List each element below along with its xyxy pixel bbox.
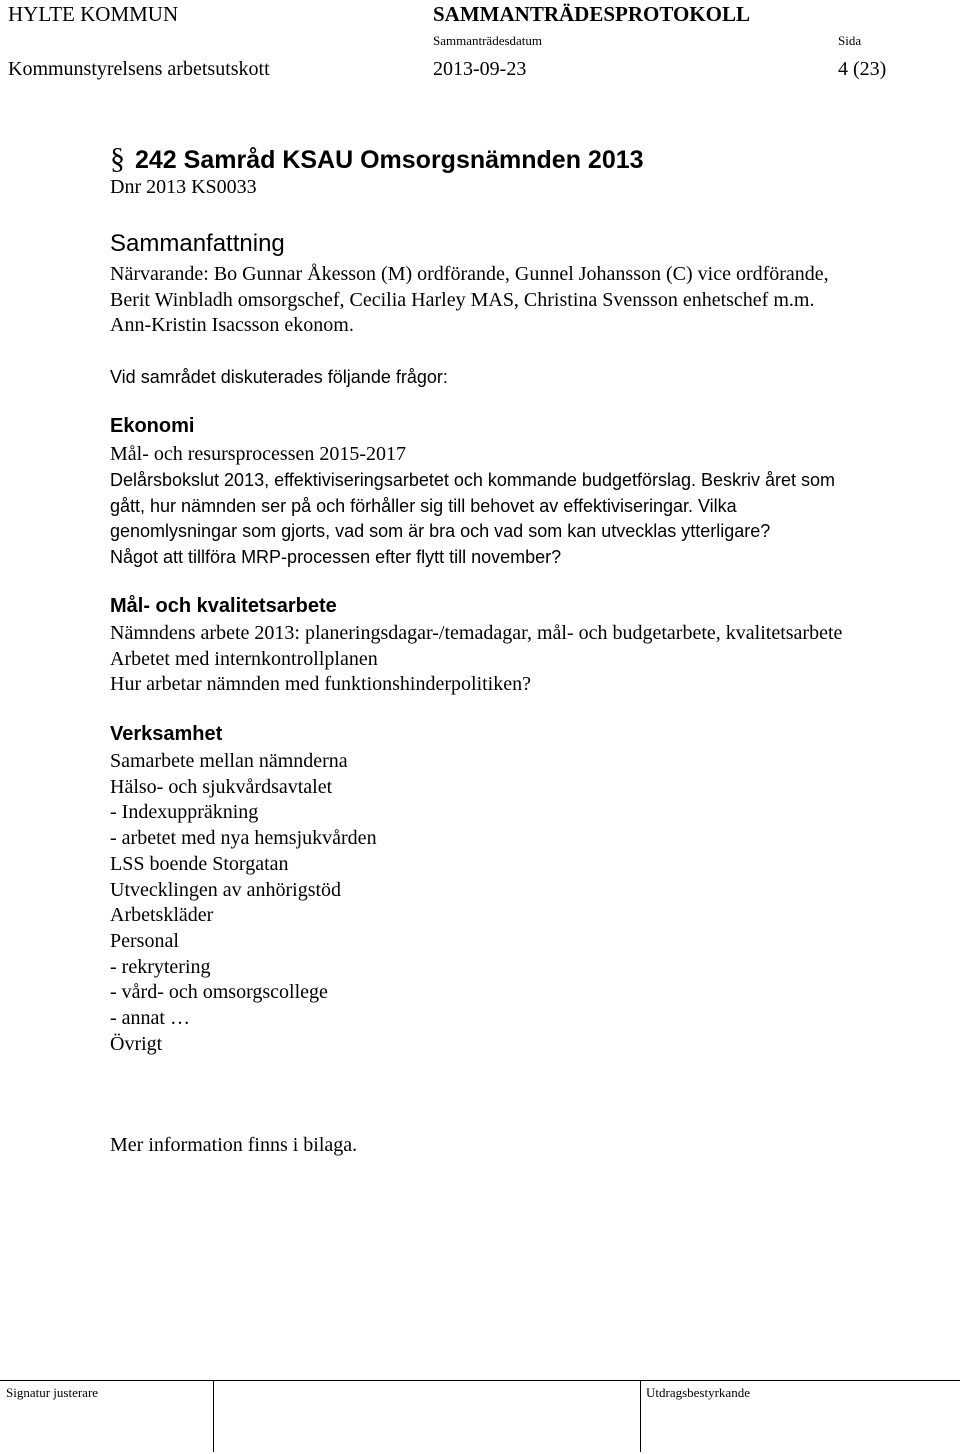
page-number: 4 (23) <box>838 58 887 80</box>
signature-label: Signatur justerare <box>6 1385 99 1400</box>
closing-note: Mer information finns i bilaga. <box>110 1134 358 1156</box>
list-item: Personal <box>110 929 179 952</box>
text-line: Delårsbokslut 2013, effektiviseringsarbetet och kommande budgetförslag. Beskriv året som <box>110 470 836 490</box>
footer-divider <box>213 1380 214 1452</box>
list-item: - arbetet med nya hemsjukvården <box>110 827 377 850</box>
list-item: - rekrytering <box>110 955 211 978</box>
list-item: - annat … <box>110 1007 190 1030</box>
present-line: Ann-Kristin Isacsson ekonom. <box>110 314 354 337</box>
date-label: Sammanträdesdatum <box>433 33 543 48</box>
page-label: Sida <box>838 33 862 48</box>
committee-name: Kommunstyrelsens arbetsutskott <box>8 58 270 80</box>
list-item: Utvecklingen av anhörigstöd <box>110 878 342 901</box>
text-line: genomlysningar som gjorts, vad som är bra och vad som kan utvecklas ytterligare? <box>110 521 771 542</box>
present-line: Berit Winbladh omsorgschef, Cecilia Harley MAS, Christina Svensson enhetschef m.m. <box>110 288 815 311</box>
ekonomi-heading: Ekonomi <box>110 415 195 437</box>
list-item: - Indexuppräkning <box>110 801 259 824</box>
ekonomi-text <box>110 468 940 571</box>
summary-heading: Sammanfattning <box>110 230 285 257</box>
list-item: LSS boende Storgatan <box>110 852 289 875</box>
intro-text: Vid samrådet diskuterades följande frågor: <box>110 367 448 387</box>
text-line: Nämndens arbete 2013: planeringsdagar-/temadagar, mål- och budgetarbete, kvalitetsarbete <box>110 622 843 644</box>
item-title: 242 Samråd KSAU Omsorgsnämnden 2013 <box>135 146 644 174</box>
list-item: Övrigt <box>110 1032 163 1055</box>
verksamhet-heading: Verksamhet <box>110 723 223 745</box>
present-list <box>110 262 940 339</box>
text-line: Något att tillföra MRP-processen efter flytt till november? <box>110 547 562 568</box>
paragraph-icon: § <box>110 142 125 175</box>
list-item: Hälso- och sjukvårdsavtalet <box>110 775 333 798</box>
text-line: Arbetet med internkontrollplanen <box>110 647 378 670</box>
verksamhet-list <box>110 749 940 1057</box>
extract-label: Utdragsbestyrkande <box>646 1385 750 1400</box>
text-line: gått, hur nämnden ser på och förhåller sig till behovet av effektiviseringar. Vilka <box>110 495 737 516</box>
list-item: Samarbete mellan nämnderna <box>110 750 348 772</box>
document-type: SAMMANTRÄDESPROTOKOLL <box>433 2 750 26</box>
meeting-date: 2013-09-23 <box>433 58 527 80</box>
dnr: Dnr 2013 KS0033 <box>110 176 257 198</box>
municipality-name: HYLTE KOMMUN <box>8 2 179 26</box>
footer-divider <box>640 1380 641 1452</box>
item-title-row <box>110 142 644 176</box>
mal-text <box>110 621 940 698</box>
present-line: Närvarande: Bo Gunnar Åkesson (M) ordförande, Gunnel Johansson (C) vice ordförande, <box>110 263 829 285</box>
footer-divider <box>0 1380 960 1381</box>
list-item: - vård- och omsorgscollege <box>110 981 328 1004</box>
text-line: Hur arbetar nämnden med funktionshinderpolitiken? <box>110 673 531 696</box>
mal-heading: Mål- och kvalitetsarbete <box>110 595 337 617</box>
list-item: Arbetskläder <box>110 904 214 927</box>
ekonomi-process: Mål- och resursprocessen 2015-2017 <box>110 443 407 465</box>
